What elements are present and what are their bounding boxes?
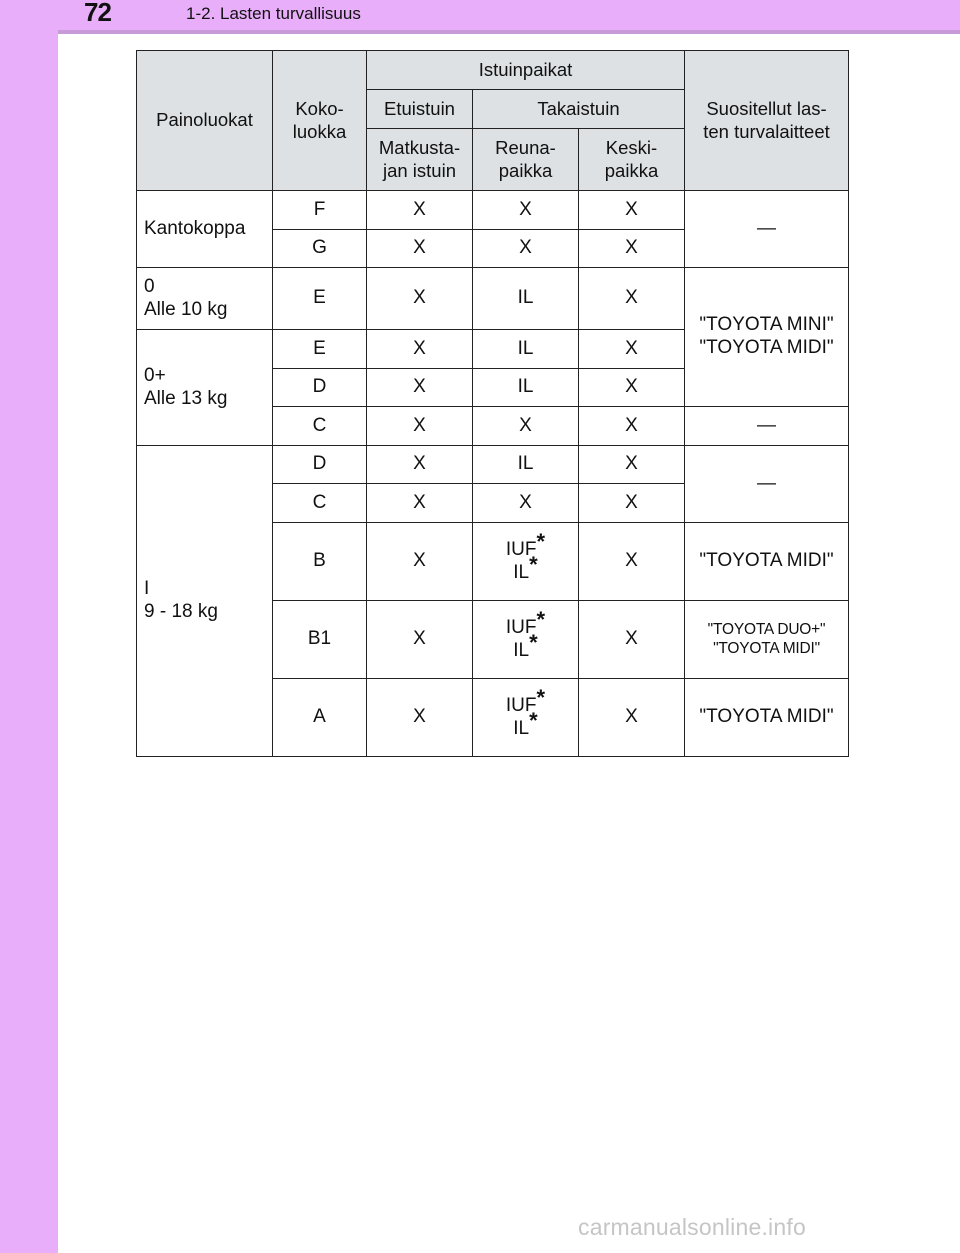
group-carrycot: Kantokoppa	[137, 191, 273, 268]
cell-outer: IL	[473, 446, 579, 484]
cell-outer: X	[473, 484, 579, 523]
cell-size: F	[273, 191, 367, 230]
footnote-star: *	[536, 529, 546, 555]
cell-passenger: X	[367, 230, 473, 268]
cell-recommended	[685, 601, 849, 679]
group-0plus-line1: 0+	[144, 364, 166, 386]
header-rear-seat: Takaistuin	[473, 90, 685, 129]
header-size-class-line1: Koko-	[295, 98, 344, 120]
cell-passenger: X	[367, 601, 473, 679]
group-0	[137, 268, 273, 330]
cell-passenger: X	[367, 268, 473, 330]
outer-line2	[473, 630, 578, 663]
header-band	[0, 0, 960, 30]
header-passenger-line2: jan istuin	[382, 159, 456, 181]
page-number: 72	[84, 0, 111, 27]
header-front-seat: Etuistuin	[367, 90, 473, 129]
cell-recommended: —	[685, 191, 849, 268]
recommended-line1: "TOYOTA MINI"	[699, 314, 834, 336]
cell-size: C	[273, 484, 367, 523]
cell-center: X	[579, 407, 685, 446]
header-size-class-line2: luokka	[292, 120, 347, 142]
header-outer-line1: Reuna-	[495, 137, 556, 159]
cell-outer: X	[473, 230, 579, 268]
cell-recommended: "TOYOTA MIDI"	[685, 679, 849, 757]
outer-il: IL	[513, 561, 530, 583]
outer-iuf: IUF	[505, 616, 537, 638]
outer-line1	[473, 685, 578, 718]
cell-passenger: X	[367, 369, 473, 407]
outer-iuf: IUF	[505, 694, 537, 716]
footnote-star: *	[529, 630, 538, 656]
cell-passenger: X	[367, 446, 473, 484]
footnote-star: *	[536, 607, 546, 633]
group-0-line2: Alle 10 kg	[144, 298, 228, 320]
cell-center: X	[579, 230, 685, 268]
cell-outer	[473, 523, 579, 601]
footnote-star: *	[529, 552, 538, 578]
cell-recommended: —	[685, 446, 849, 523]
footnote-star: *	[529, 708, 538, 734]
group-1-line2: 9 - 18 kg	[144, 601, 218, 622]
recommended-line2: "TOYOTA MIDI"	[699, 337, 834, 358]
header-recommended-line2: ten turvalaitteet	[703, 120, 830, 142]
outer-line2	[473, 552, 578, 585]
cell-outer	[473, 601, 579, 679]
cell-size: B	[273, 523, 367, 601]
cell-passenger: X	[367, 407, 473, 446]
cell-outer: IL	[473, 369, 579, 407]
cell-size: G	[273, 230, 367, 268]
cell-size: D	[273, 369, 367, 407]
header-passenger-line1: Matkusta-	[378, 137, 461, 159]
cell-size: E	[273, 330, 367, 369]
header-center-line2: paikka	[604, 159, 659, 181]
cell-passenger: X	[367, 330, 473, 369]
cell-size: D	[273, 446, 367, 484]
cell-outer: X	[473, 191, 579, 230]
cell-passenger: X	[367, 484, 473, 523]
cell-recommended: "TOYOTA MIDI"	[685, 523, 849, 601]
cell-outer: IL	[473, 268, 579, 330]
cell-center: X	[579, 369, 685, 407]
cell-passenger: X	[367, 191, 473, 230]
section-title: 1-2. Lasten turvallisuus	[186, 4, 361, 23]
footnote-star: *	[536, 685, 546, 711]
cell-center: X	[579, 191, 685, 230]
cell-center: X	[579, 330, 685, 369]
cell-recommended: —	[685, 407, 849, 446]
header-passenger-seat	[367, 129, 473, 191]
group-0plus	[137, 330, 273, 446]
child-seat-compatibility-table	[136, 50, 849, 757]
side-tab-band	[0, 0, 58, 1253]
cell-outer: X	[473, 407, 579, 446]
cell-outer	[473, 679, 579, 757]
outer-il: IL	[513, 717, 530, 739]
header-recommended-line1: Suositellut las-	[706, 98, 827, 120]
cell-center: X	[579, 679, 685, 757]
group-0plus-line2: Alle 13 kg	[144, 387, 228, 409]
cell-center: X	[579, 446, 685, 484]
header-size-class	[273, 51, 367, 191]
outer-il: IL	[513, 639, 530, 661]
header-center-seat	[579, 129, 685, 191]
table-row	[137, 446, 849, 484]
cell-size: C	[273, 407, 367, 446]
header-center-line1: Keski-	[605, 137, 658, 159]
watermark: carmanualsonline.info	[578, 1214, 806, 1240]
cell-recommended	[685, 268, 849, 407]
group-1	[137, 446, 273, 757]
cell-center: X	[579, 601, 685, 679]
cell-passenger: X	[367, 523, 473, 601]
table-row	[137, 191, 849, 230]
header-outer-line2: paikka	[498, 159, 553, 181]
cell-center: X	[579, 484, 685, 523]
group-0-line1: 0	[144, 275, 155, 297]
header-seat-positions: Istuinpaikat	[367, 51, 685, 90]
header-recommended	[685, 51, 849, 191]
table-row	[137, 268, 849, 330]
recommended-line2: "TOYOTA MIDI"	[713, 639, 820, 657]
cell-outer: IL	[473, 330, 579, 369]
cell-center: X	[579, 268, 685, 330]
header-rule	[58, 30, 960, 34]
cell-size: E	[273, 268, 367, 330]
cell-size: B1	[273, 601, 367, 679]
header-weight-class: Painoluokat	[137, 51, 273, 191]
outer-iuf: IUF	[505, 538, 537, 560]
cell-passenger: X	[367, 679, 473, 757]
outer-line2	[473, 708, 578, 741]
cell-center: X	[579, 523, 685, 601]
outer-line1	[473, 607, 578, 640]
header-outer-seat	[473, 129, 579, 191]
recommended-line1: "TOYOTA DUO+"	[707, 620, 826, 638]
cell-size: A	[273, 679, 367, 757]
outer-line1	[473, 529, 578, 562]
group-1-line1: I	[144, 578, 150, 600]
